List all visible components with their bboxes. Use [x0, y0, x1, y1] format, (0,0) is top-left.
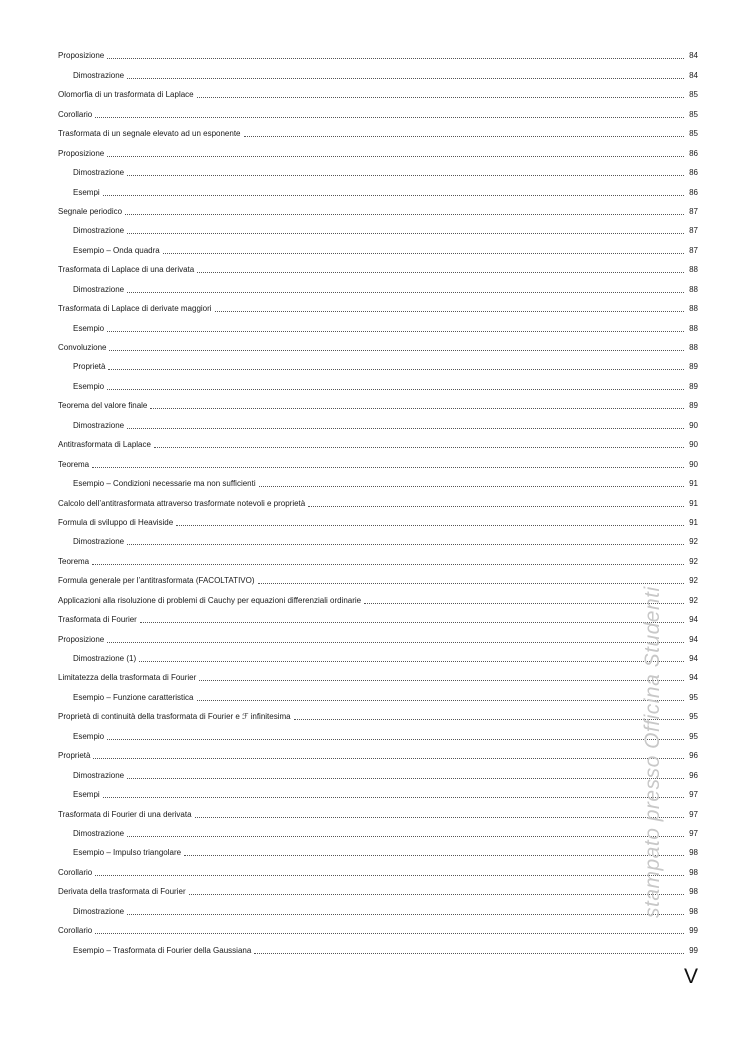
toc-entry[interactable] — [58, 781, 698, 800]
toc-entry[interactable] — [58, 236, 698, 255]
toc-entry-page: 95 — [689, 712, 698, 722]
toc-dot-leader — [127, 291, 684, 293]
toc-entry-page: 97 — [689, 828, 698, 838]
toc-entry-page: 86 — [689, 148, 698, 158]
toc-entry-page: 84 — [689, 51, 698, 61]
toc-entry[interactable] — [58, 42, 698, 61]
toc-entry-page: 92 — [689, 576, 698, 586]
toc-dot-leader — [127, 77, 684, 79]
toc-dot-leader — [107, 330, 684, 332]
toc-dot-leader — [244, 135, 685, 137]
toc-dot-leader — [127, 777, 684, 779]
toc-entry-page: 88 — [689, 323, 698, 333]
toc-entry-page: 97 — [689, 809, 698, 819]
toc-entry[interactable] — [58, 314, 698, 333]
toc-entry-page: 98 — [689, 867, 698, 877]
toc-dot-leader — [163, 252, 684, 254]
toc-entry-title: Dimostrazione — [73, 828, 125, 838]
toc-dot-leader — [154, 446, 684, 448]
toc-dot-leader — [176, 524, 684, 526]
toc-dot-leader — [127, 835, 684, 837]
toc-entry-title: Proposizione — [58, 148, 105, 158]
toc-dot-leader — [127, 543, 684, 545]
toc-dot-leader — [294, 718, 684, 720]
toc-dot-leader — [150, 407, 684, 409]
toc-entry[interactable] — [58, 839, 698, 858]
toc-entry-title: Dimostrazione — [73, 537, 125, 547]
toc-dot-leader — [197, 96, 684, 98]
toc-entry[interactable] — [58, 392, 698, 411]
toc-entry-title: Esempio – Trasformata di Fourier della Gaussiana — [73, 945, 252, 955]
watermark: stampato presso Officina Studenti — [641, 586, 664, 918]
toc-entry-page: 90 — [689, 459, 698, 469]
toc-entry[interactable] — [58, 586, 698, 605]
toc-entry-title: Olomorfia di un trasformata di Laplace — [58, 90, 194, 100]
toc-dot-leader — [127, 174, 684, 176]
toc-dot-leader — [109, 349, 684, 351]
toc-dot-leader — [259, 485, 684, 487]
toc-dot-leader — [92, 563, 684, 565]
toc-dot-leader — [107, 155, 684, 157]
toc-entry[interactable] — [58, 431, 698, 450]
toc-dot-leader — [197, 699, 685, 701]
toc-entry[interactable] — [58, 295, 698, 314]
table-of-contents — [58, 42, 698, 956]
toc-entry-title: Corollario — [58, 867, 93, 877]
toc-entry-title: Convoluzione — [58, 343, 107, 352]
toc-entry-title: Esempio — [73, 381, 105, 391]
toc-dot-leader — [103, 194, 684, 196]
toc-entry-page: 88 — [689, 343, 698, 352]
toc-entry-page: 88 — [689, 265, 698, 275]
toc-entry-title: Esempio – Impulso triangolare — [73, 848, 182, 858]
toc-entry-page: 85 — [689, 109, 698, 119]
toc-dot-leader — [364, 602, 684, 604]
toc-entry-page: 85 — [689, 90, 698, 100]
toc-entry[interactable] — [58, 722, 698, 741]
toc-entry[interactable] — [58, 372, 698, 391]
toc-entry-page: 88 — [689, 304, 698, 314]
toc-entry[interactable] — [58, 761, 698, 780]
toc-entry[interactable] — [58, 800, 698, 819]
toc-entry-title: Esempio – Condizioni necessarie ma non sufficienti — [73, 479, 256, 489]
toc-entry-title: Dimostrazione — [73, 168, 125, 178]
toc-dot-leader — [107, 738, 684, 740]
toc-dot-leader — [139, 660, 684, 662]
toc-entry-title: Proposizione — [58, 634, 105, 644]
toc-entry[interactable] — [58, 664, 698, 683]
toc-dot-leader — [127, 232, 684, 234]
toc-entry-page: 97 — [689, 790, 698, 800]
toc-entry[interactable] — [58, 742, 698, 761]
toc-entry[interactable] — [58, 353, 698, 372]
toc-entry-title: Proposizione — [58, 51, 105, 61]
toc-entry-title: Calcolo dell’antitrasformata attraverso trasformate notevoli e proprietà — [58, 498, 306, 508]
toc-dot-leader — [197, 271, 684, 273]
toc-entry-page: 88 — [689, 284, 698, 294]
toc-entry[interactable] — [58, 683, 698, 702]
toc-dot-leader — [127, 427, 684, 429]
toc-entry[interactable] — [58, 120, 698, 139]
toc-entry-page: 99 — [689, 945, 698, 955]
toc-entry[interactable] — [58, 139, 698, 158]
toc-entry-title: Esempi — [73, 187, 100, 197]
toc-entry[interactable] — [58, 411, 698, 430]
toc-entry[interactable] — [58, 645, 698, 664]
toc-entry-page: 98 — [689, 906, 698, 916]
toc-dot-leader — [107, 388, 684, 390]
toc-dot-leader — [95, 116, 684, 118]
toc-entry-title: Teorema — [58, 459, 90, 469]
toc-dot-leader — [103, 796, 684, 798]
toc-entry[interactable] — [58, 334, 698, 353]
toc-entry-page: 95 — [689, 731, 698, 741]
toc-dot-leader — [254, 952, 684, 954]
toc-entry-page: 92 — [689, 556, 698, 566]
toc-entry-title: Proprietà — [58, 751, 91, 761]
toc-entry-page: 92 — [689, 595, 698, 605]
toc-entry[interactable] — [58, 61, 698, 80]
toc-dot-leader — [107, 641, 684, 643]
toc-entry[interactable] — [58, 81, 698, 100]
toc-entry[interactable] — [58, 703, 698, 722]
toc-entry-title: Esempio – Onda quadra — [73, 245, 160, 255]
toc-entry[interactable] — [58, 275, 698, 294]
toc-entry[interactable] — [58, 547, 698, 566]
toc-dot-leader — [108, 368, 684, 370]
toc-entry-page: 87 — [689, 226, 698, 236]
toc-dot-leader — [199, 679, 684, 681]
toc-entry-title: Proprietà — [73, 362, 106, 372]
toc-entry-title: Dimostrazione — [73, 906, 125, 916]
toc-entry-title: Dimostrazione — [73, 284, 125, 294]
toc-entry-page: 91 — [689, 498, 698, 508]
toc-dot-leader — [308, 505, 684, 507]
toc-dot-leader — [125, 213, 684, 215]
toc-entry-title: Esempio — [73, 731, 105, 741]
toc-entry[interactable] — [58, 897, 698, 916]
toc-entry-title: Formula generale per l’antitrasformata (FACOLTATIVO) — [58, 576, 255, 586]
toc-entry[interactable] — [58, 470, 698, 489]
toc-entry[interactable] — [58, 878, 698, 897]
toc-entry-page: 86 — [689, 168, 698, 178]
toc-entry[interactable] — [58, 450, 698, 469]
toc-entry[interactable] — [58, 509, 698, 528]
toc-dot-leader — [184, 854, 684, 856]
toc-entry-title: Antitrasformata di Laplace — [58, 440, 151, 450]
toc-entry-title: Dimostrazione (1) — [73, 654, 137, 663]
toc-entry[interactable] — [58, 489, 698, 508]
toc-entry-title: Esempio – Funzione caratteristica — [73, 692, 194, 702]
toc-entry-title: Esempio — [73, 323, 105, 333]
toc-entry-page: 85 — [689, 129, 698, 139]
toc-entry-title: Applicazioni alla risoluzione di problemi di Cauchy per equazioni differenziali ordinarie — [58, 595, 362, 605]
toc-entry-page: 98 — [689, 848, 698, 858]
toc-dot-leader — [258, 582, 684, 584]
toc-entry-page: 92 — [689, 537, 698, 547]
toc-entry-page: 89 — [689, 381, 698, 391]
toc-entry[interactable] — [58, 567, 698, 586]
toc-entry[interactable] — [58, 625, 698, 644]
toc-dot-leader — [95, 874, 684, 876]
toc-entry[interactable] — [58, 100, 698, 119]
toc-entry-title: Limitatezza della trasformata di Fourier — [58, 673, 197, 683]
toc-entry-title: Formula di sviluppo di Heaviside — [58, 517, 174, 527]
toc-entry-page: 96 — [689, 770, 698, 780]
toc-entry-title: Proprietà di continuità della trasformata di Fourier e ℱ infinitesima — [58, 712, 291, 722]
toc-entry-title: Dimostrazione — [73, 770, 125, 780]
toc-entry-title: Dimostrazione — [73, 420, 125, 430]
toc-entry-title: Teorema del valore finale — [58, 401, 148, 411]
toc-entry-page: 86 — [689, 187, 698, 197]
toc-dot-leader — [215, 310, 684, 312]
toc-entry-title: Dimostrazione — [73, 70, 125, 80]
toc-dot-leader — [92, 466, 684, 468]
toc-entry-page: 91 — [689, 517, 698, 527]
toc-entry-title: Corollario — [58, 109, 93, 119]
toc-entry-title: Dimostrazione — [73, 226, 125, 236]
toc-entry-title: Trasformata di Fourier — [58, 615, 137, 625]
toc-dot-leader — [95, 932, 684, 934]
toc-entry[interactable] — [58, 217, 698, 236]
toc-entry-page: 96 — [689, 751, 698, 761]
toc-entry-title: Teorema — [58, 556, 90, 566]
toc-entry-page: 94 — [689, 654, 698, 663]
toc-entry[interactable] — [58, 606, 698, 625]
toc-entry-page: 90 — [689, 420, 698, 430]
toc-dot-leader — [93, 757, 684, 759]
page-number: V — [683, 965, 698, 988]
toc-entry-page: 87 — [689, 245, 698, 255]
toc-entry[interactable] — [58, 936, 698, 955]
toc-dot-leader — [189, 893, 684, 895]
toc-dot-leader — [195, 816, 684, 818]
toc-entry-page: 95 — [689, 692, 698, 702]
toc-entry[interactable] — [58, 820, 698, 839]
toc-entry-page: 94 — [689, 615, 698, 625]
toc-entry[interactable] — [58, 178, 698, 197]
toc-entry-title: Corollario — [58, 926, 93, 936]
toc-entry-page: 90 — [689, 440, 698, 450]
toc-entry-title: Trasformata di Laplace di derivate maggiori — [58, 304, 212, 314]
toc-entry-page: 89 — [689, 401, 698, 411]
toc-entry[interactable] — [58, 256, 698, 275]
toc-entry[interactable] — [58, 159, 698, 178]
toc-entry-page: 94 — [689, 634, 698, 644]
toc-entry-title: Trasformata di un segnale elevato ad un esponente — [58, 129, 241, 139]
toc-entry[interactable] — [58, 917, 698, 936]
toc-entry[interactable] — [58, 198, 698, 217]
toc-entry-page: 84 — [689, 70, 698, 80]
toc-entry-page: 91 — [689, 479, 698, 489]
toc-entry-page: 99 — [689, 926, 698, 936]
toc-entry-title: Segnale periodico — [58, 206, 123, 216]
toc-entry-title: Derivata della trasformata di Fourier — [58, 887, 186, 897]
toc-entry-page: 89 — [689, 362, 698, 372]
toc-entry-title: Trasformata di Laplace di una derivata — [58, 265, 195, 275]
toc-entry[interactable] — [58, 528, 698, 547]
toc-entry[interactable] — [58, 858, 698, 877]
toc-dot-leader — [107, 57, 684, 59]
toc-dot-leader — [140, 621, 684, 623]
toc-entry-title: Esempi — [73, 790, 100, 800]
toc-dot-leader — [127, 913, 684, 915]
toc-entry-page: 98 — [689, 887, 698, 897]
toc-entry-page: 94 — [689, 673, 698, 683]
toc-entry-title: Trasformata di Fourier di una derivata — [58, 809, 192, 819]
toc-entry-page: 87 — [689, 206, 698, 216]
